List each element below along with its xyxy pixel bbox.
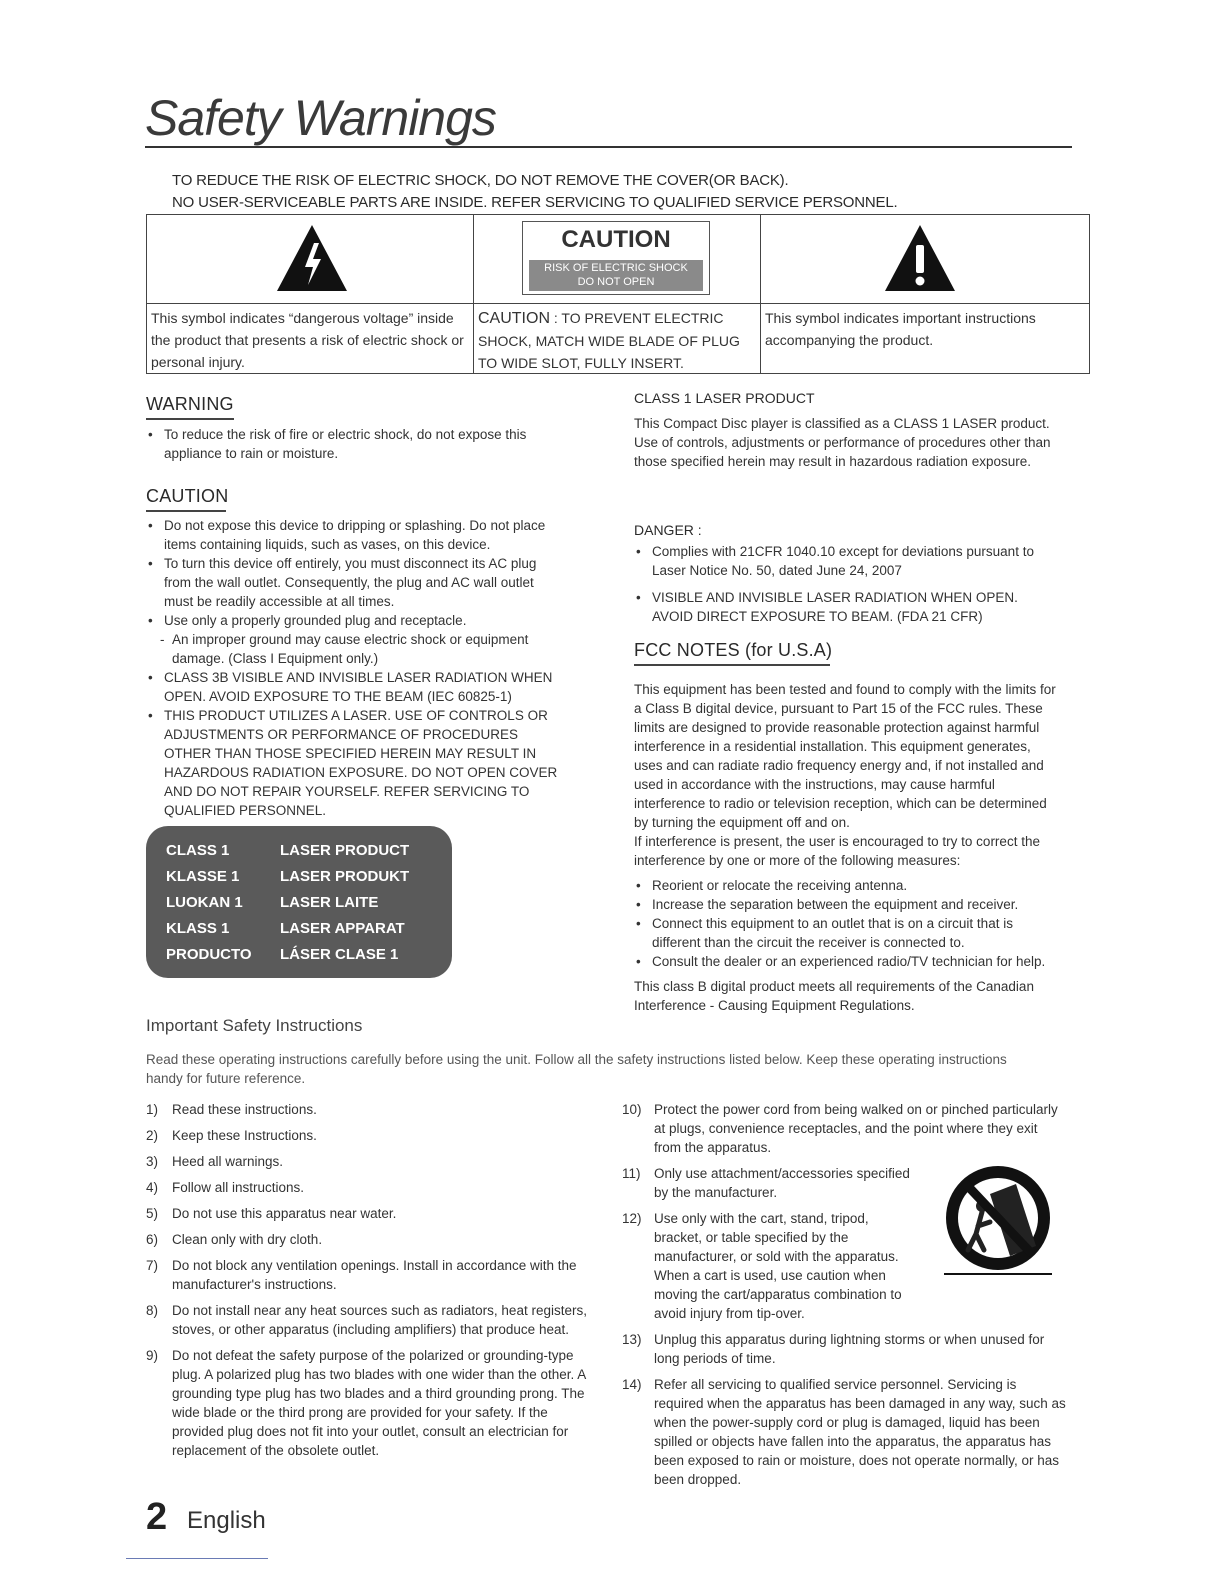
symbol-cell-exclamation [761, 215, 1089, 373]
danger-heading: DANGER : [634, 522, 702, 538]
caution-item: • Use only a properly grounded plug and receptacle. [146, 611, 566, 630]
intro-warning [172, 170, 897, 214]
caution-item: • CLASS 3B VISIBLE AND INVISIBLE LASER RADIATION WHEN OPEN. AVOID EXPOSURE TO THE BEAM (IEC 60825-1) [146, 668, 566, 706]
instruction-item [622, 1100, 1068, 1157]
instruction-text: Do not block any ventilation openings. Install in accordance with the manufacturer's instructions. [172, 1258, 577, 1292]
laser-label-product: LÁSER CLASE 1 [280, 946, 399, 963]
instruction-text: Protect the power cord from being walked on or pinched particularly at plugs, convenience receptacles, and the point where they exit from the apparatus. [654, 1102, 1058, 1155]
page-title: Safety Warnings [145, 90, 496, 146]
fcc-measure-item: • Consult the dealer or an experienced radio/TV technician for help. [634, 952, 1062, 971]
caution-list [146, 516, 566, 820]
instruction-item [622, 1375, 1068, 1489]
footer-rule [126, 1558, 268, 1559]
class1-heading: CLASS 1 LASER PRODUCT [634, 390, 815, 406]
caution-plug-body: : TO PREVENT ELECTRIC SHOCK, MATCH WIDE BLADE OF PLUG TO WIDE SLOT, FULLY INSERT. [478, 310, 740, 371]
symbol-cell-voltage [147, 215, 474, 373]
instruction-text: Only use attachment/accessories specified by the manufacturer. [654, 1166, 910, 1200]
instruction-text: Follow all instructions. [172, 1180, 305, 1195]
fcc-measure-item: • Reorient or relocate the receiving antenna. [634, 876, 1062, 895]
instruction-number: 4) [146, 1180, 159, 1195]
symbol-table-divider [147, 303, 1089, 304]
instruction-item [146, 1256, 590, 1294]
caution-heading: CAUTION [146, 486, 229, 506]
caution-plug-prefix: CAUTION [478, 310, 550, 327]
instruction-item [146, 1230, 590, 1249]
instruction-number: 10) [622, 1102, 642, 1117]
laser-label-product: LASER PRODUCT [280, 842, 410, 859]
voltage-symbol-text: This symbol indicates “dangerous voltage” inside the product that presents a risk of electric shock or personal injury. [151, 310, 464, 370]
laser-label-row [166, 942, 399, 968]
important-intro: Read these operating instructions carefully before using the unit. Follow all the safety instructions listed below. Keep these operating instructions handy for future reference. [146, 1052, 1007, 1086]
exclamation-warning-icon [883, 223, 957, 293]
instruction-number: 2) [146, 1128, 159, 1143]
instruction-text: Use only with the cart, stand, tripod, bracket, or table specified by the manufacturer, or sold with the apparatus. When a cart is used, use caution when moving the cart/apparatus combination to avoid injury from tip-over. [654, 1211, 902, 1321]
class1-body [634, 414, 1054, 471]
instruction-number: 12) [622, 1211, 642, 1226]
laser-label-class: PRODUCTO [166, 946, 252, 963]
important-symbol-text: This symbol indicates important instructions accompanying the product. [765, 310, 1036, 348]
instruction-item [146, 1152, 590, 1171]
instruction-text: Keep these Instructions. [172, 1128, 317, 1143]
fcc-paragraph: This equipment has been tested and found to comply with the limits for a Class B digital device, pursuant to Part 15 of the FCC rules. These limits are designed to provide reasonable protection against harmful interference in a residential installation. This equipment generates, uses and can radiate radio frequency energy and, if not installed and used in accordance with the instructions, may cause harmful interference to radio or television reception, which can be determined by turning the equipment off and on. [634, 682, 1056, 830]
danger-item: • VISIBLE AND INVISIBLE LASER RADIATION WHEN OPEN. AVOID DIRECT EXPOSURE TO BEAM. (FDA 21 CFR) [634, 588, 1054, 626]
instruction-number: 8) [146, 1303, 159, 1318]
fcc-heading-underline [634, 664, 830, 666]
warning-item: • To reduce the risk of fire or electric shock, do not expose this appliance to rain or moisture. [146, 425, 566, 463]
instruction-number: 14) [622, 1377, 642, 1392]
laser-label-row [166, 838, 410, 864]
laser-label-class: LUOKAN 1 [166, 894, 243, 911]
instruction-text: Do not use this apparatus near water. [172, 1206, 397, 1221]
laser-label-class: CLASS 1 [166, 842, 230, 859]
caution-heading-underline [146, 510, 226, 512]
danger-item: • Complies with 21CFR 1040.10 except for deviations pursuant to Laser Notice No. 50, dated June 24, 2007 [634, 542, 1054, 580]
instruction-number: 7) [146, 1258, 159, 1273]
caution-badge-sub [529, 260, 703, 291]
fcc-paragraph: If interference is present, the user is encouraged to try to correct the interference by one or more of the following measures: [634, 834, 1040, 868]
class1-paragraph: This Compact Disc player is classified as a CLASS 1 LASER product. [634, 416, 1050, 431]
caution-plug-text [478, 307, 758, 374]
instruction-text: Unplug this apparatus during lightning storms or when unused for long periods of time. [654, 1332, 1045, 1366]
instruction-number: 13) [622, 1332, 642, 1347]
laser-label-product: LASER PRODUKT [280, 868, 410, 885]
important-heading: Important Safety Instructions [146, 1016, 363, 1035]
instruction-item [146, 1346, 590, 1460]
instruction-number: 11) [622, 1166, 641, 1181]
instruction-item [146, 1301, 590, 1339]
caution-badge-line-1: RISK OF ELECTRIC SHOCK [544, 262, 688, 274]
instruction-item [146, 1178, 590, 1197]
instruction-number: 3) [146, 1154, 159, 1169]
fcc-paragraph: This class B digital product meets all requirements of the Canadian Interference - Causing Equipment Regulations. [634, 979, 1034, 1013]
intro-line-2: NO USER-SERVICEABLE PARTS ARE INSIDE. REFER SERVICING TO QUALIFIED SERVICE PERSONNEL. [172, 194, 898, 211]
laser-label-row [166, 916, 405, 942]
warning-list [146, 425, 566, 463]
instruction-item [146, 1100, 590, 1119]
caution-badge-line-2: DO NOT OPEN [577, 276, 655, 288]
warning-heading-underline [146, 418, 234, 420]
instruction-number: 6) [146, 1232, 159, 1247]
symbol-table [146, 214, 1090, 374]
symbol-cell-caution [474, 215, 761, 373]
instruction-item [146, 1126, 590, 1145]
laser-label-row [166, 864, 410, 890]
cart-tipover-warning-icon [938, 1160, 1058, 1278]
danger-list [634, 542, 1054, 626]
instruction-item [622, 1330, 1068, 1368]
instruction-text: Clean only with dry cloth. [172, 1232, 323, 1247]
laser-label-class: KLASS 1 [166, 920, 230, 937]
laser-label-product: LASER APPARAT [280, 920, 405, 937]
title-divider [145, 146, 1072, 148]
page-language: English [187, 1507, 266, 1534]
laser-label-row [166, 890, 379, 916]
laser-label-product: LASER LAITE [280, 894, 379, 911]
instruction-number: 1) [146, 1102, 159, 1117]
caution-subitem: - An improper ground may cause electric shock or equipment damage. (Class I Equipment only.) [146, 630, 566, 668]
instruction-item [622, 1164, 916, 1202]
class1-paragraph: Use of controls, adjustments or performance of procedures other than those specified herein may result in hazardous radiation exposure. [634, 435, 1051, 469]
fcc-measure-item: • Increase the separation between the equipment and receiver. [634, 895, 1062, 914]
laser-label-class: KLASSE 1 [166, 868, 240, 885]
instructions-left-list [146, 1100, 590, 1467]
laser-class-label [146, 826, 452, 978]
caution-badge [522, 221, 710, 295]
instruction-item [146, 1204, 590, 1223]
warning-heading: WARNING [146, 394, 234, 414]
page-number: 2 [146, 1496, 168, 1538]
instruction-number: 9) [146, 1348, 159, 1363]
instruction-text: Refer all servicing to qualified service personnel. Servicing is required when the apparatus has been damaged in any way, such as when the power-supply cord or plug is damaged, liquid has been spilled or objects have fallen into the apparatus, the apparatus has been exposed to rain or moisture, does not operate normally, or has been dropped. [654, 1377, 1066, 1487]
fcc-body [634, 680, 1062, 1015]
fcc-heading: FCC NOTES (for U.S.A) [634, 640, 833, 660]
caution-item: • THIS PRODUCT UTILIZES A LASER. USE OF CONTROLS OR ADJUSTMENTS OR PERFORMANCE OF PROCEDURES OTHER THAN THOSE SPECIFIED HEREIN MAY RESULT IN HAZARDOUS RADIATION EXPOSURE. DO NOT OPEN COVER AND DO NOT REPAIR YOURSELF. REFER SERVICING TO QUALIFIED PERSONNEL. [146, 706, 566, 820]
instruction-text: Do not install near any heat sources such as radiators, heat registers, stoves, or other apparatus (including amplifiers) that produce heat. [172, 1303, 587, 1337]
fcc-measure-item: • Connect this equipment to an outlet that is on a circuit that is different than the circuit the receiver is connected to. [634, 914, 1062, 952]
instruction-text: Do not defeat the safety purpose of the polarized or grounding-type plug. A polarized plug has two blades with one wider than the other. A grounding type plug has two blades and a third grounding prong. The wide blade or the third prong are provided for your safety. If the provided plug does not fit into your outlet, consult an electrician for replacement of the obsolete outlet. [172, 1348, 586, 1458]
intro-line-1: TO REDUCE THE RISK OF ELECTRIC SHOCK, DO NOT REMOVE THE COVER(OR BACK). [172, 172, 789, 189]
caution-badge-title: CAUTION [561, 226, 671, 253]
instruction-text: Heed all warnings. [172, 1154, 284, 1169]
instruction-item [622, 1209, 916, 1323]
instruction-text: Read these instructions. [172, 1102, 317, 1117]
caution-item: • To turn this device off entirely, you must disconnect its AC plug from the wall outlet. Consequently, the plug and AC wall outlet must be readily accessible at all times. [146, 554, 566, 611]
caution-item: • Do not expose this device to dripping or splashing. Do not place items containing liquids, such as vases, on this device. [146, 516, 566, 554]
lightning-warning-icon [275, 223, 349, 293]
instruction-number: 5) [146, 1206, 159, 1221]
